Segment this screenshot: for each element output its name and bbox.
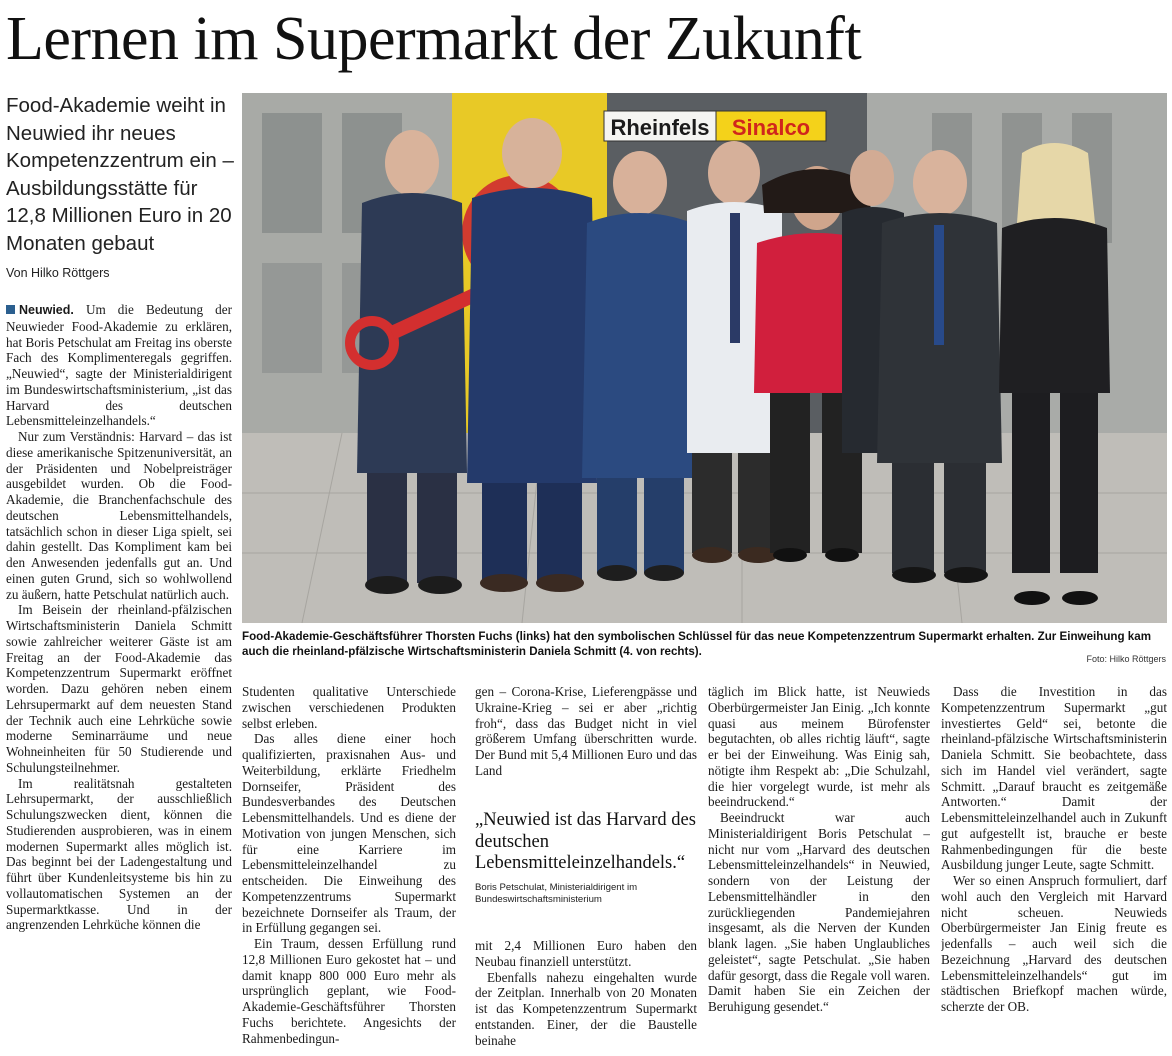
article-headline: Lernen im Supermarkt der Zukunft (6, 5, 862, 73)
article-subheadline: Food-Akademie weiht in Neuwied ihr neues Kompetenzzentrum ein – Ausbildungsstätte für 12,8 Millionen Euro in 20 Monaten gebaut (6, 94, 234, 255)
article-column-5 (941, 684, 1167, 1056)
paragraph: Dass die Investition in das Kompetenzzentrum Supermarkt „gut investiertes Geld“ sei, betonte die rheinland-pfälzische Wirtschaftsministerin Daniela Schmitt. Sie beobachtete, dass sich im Handel viel verändert, sagte Schmitt. „Darauf braucht es zeitgemäße Antworten.“ Damit der Lebensmitteleinzelhandel auch in Zukunft gut aufgestellt ist, brauche er beste Rahmenbedingungen für die beste Ausbildung junger Leute, sagte Schmitt. (941, 684, 1167, 873)
paragraph: Ein Traum, dessen Erfüllung rund 12,8 Millionen Euro gekostet hat – und damit knapp 800 000 Euro mehr als ursprünglich geplant, wie Food-Akademie-Geschäftsführer Thorsten Fuchs berichtete. Angesichts der Rahmenbedingun- (242, 936, 456, 1046)
pull-quote-source: Boris Petschulat, Ministerialdirigent im Bundeswirtschaftsministerium (475, 881, 638, 905)
paragraph: Das alles diene einer hoch qualifizierten, praxisnahen Aus- und Weiterbildung, erklärte Friedhelm Dornseifer, Präsident des Bundesverbandes des Deutschen Lebensmittelhandels. Und es diene der Motivation von jungen Menschen, sich für eine Karriere im Lebensmitteleinzelhandel zu entscheiden. Die Einweihung des Kompetenzzentrums Supermarkt bezeichnete Dornseifer als Traum, der in Erfüllung gegangen sei. (242, 731, 456, 936)
article-column-3-bottom (475, 938, 697, 1056)
paragraph: mit 2,4 Millionen Euro haben den Neubau finanziell unterstützt. (475, 938, 697, 969)
paragraph: Ebenfalls nahezu eingehalten wurde der Zeitplan. Innerhalb von 20 Monaten ist das Kompetenzzentrum Supermarkt entstanden. Einer, der die Baustelle beinahe (475, 969, 697, 1048)
dateline-marker (6, 305, 15, 314)
photo-credit: Foto: Hilko Röttgers (1086, 654, 1166, 664)
sinalco-sign-text: Sinalco (731, 115, 811, 140)
article-byline: Von Hilko Röttgers (6, 266, 110, 280)
paragraph: Im realitätsnah gestalteten Lehrsupermarkt, der ausschließlich Schulungszwecken dient, können die Studierenden ausprobieren, was in einem modernen Supermarkt alles möglich ist. Das beginnt bei der Ladengestaltung und führt über Kundenleitsysteme bis hin zu vollautomatischen Systemen an der Supermarktkasse. Und in der angrenzenden Lehrküche können die (6, 775, 232, 933)
article-column-3-top (475, 684, 697, 808)
article-column-2 (242, 684, 456, 1056)
pull-quote-text: „Neuwied ist das Harvard des deutschen Lebensmitteleinzelhandels.“ (475, 810, 696, 873)
paragraph: Im Beisein der rheinland-pfälzischen Wirtschaftsministerin Daniela Schmitt sowie zahlreicher weiterer Gäste ist am Freitag an der Food-Akademie das Kompetenzzentrum Supermarkt eröffnet worden. Dazu gehören neben einem Lehrsupermarkt auf dem neuesten Stand der Technik auch eine Lehrküche sowie moderne Seminarräume und neue Wohneinheiten für 50 Studierende und Schulungsteilnehmer. (6, 602, 232, 775)
article-photo (242, 93, 1167, 623)
paragraph: gen – Corona-Krise, Lieferengpässe und Ukraine-Krieg – sei er aber „richtig froh“, dass das Budget nicht in viel größerem Umfang überschritten wurde. Der Bund mit 5,4 Millionen Euro und das Land (475, 684, 697, 778)
photo-caption: Food-Akademie-Geschäftsführer Thorsten Fuchs (links) hat den symbolischen Schlüssel für das neue Kompetenzzentrum Supermarkt erhalten. Zur Einweihung kam auch die rheinland-pfälzische Wirtschaftsministerin Daniela Schmitt (4. von rechts). (242, 630, 1151, 658)
rheinfels-sign-text: Rheinfels (610, 115, 710, 140)
pull-quote (475, 810, 697, 906)
group-photo-illustration (242, 93, 1167, 623)
dateline: Neuwied. (19, 303, 74, 317)
paragraph (6, 302, 232, 429)
paragraph: Studenten qualitative Unterschiede zwischen verschiedenen Produkten selbst erleben. (242, 684, 456, 731)
paragraph-text: Um die Bedeutung der Neuwieder Food-Akademie zu erklären, hat Boris Petschulat am Freitag ins oberste Fach des Komplimenteregals gegriffen. „Neuwied“, sagte der Ministerialdirigent im Bundeswirtschaftsministerium, „ist das Harvard des deutschen Lebensmitteleinzelhandels.“ (6, 302, 232, 429)
paragraph: Beeindruckt war auch Ministerialdirigent Boris Petschulat – nicht nur vom „Harvard des deutschen Lebensmitteleinzelhandels“ in Neuwied, sondern von der Leistung der Lebensmittelhändler in den zurückliegenden Pandemiejahren insgesamt, als die Nerven der Kunden blank lagen. „Sie haben Unglaubliches geleistet“, sagte Petschulat. „Sie haben dafür gesorgt, dass die Regale voll waren. Damit haben Sie ein Zeichen der Beruhigung gesendet.“ (708, 810, 930, 1014)
paragraph: Wer so einen Anspruch formuliert, darf wohl auch den Vergleich mit Harvard nicht scheuen. Neuwieds Oberbürgermeister Jan Einig freute es jedenfalls – auch weil sich die Bezeichnung „Harvard des deutschen Lebensmitteleinzelhandels“ gut im städtischen Briefkopf machen würde, scherzte der OB. (941, 873, 1167, 1014)
article-column-1 (6, 302, 232, 1056)
article-column-4 (708, 684, 930, 1056)
paragraph: täglich im Blick hatte, ist Neuwieds Oberbürgermeister Jan Einig. „Ich konnte quasi aus meinem Bürofenster begutachten, ob alles richtig läuft“, sagte er bei der Einweihung. Was Einig sah, nötigte ihm Respekt ab: „Die Schulzahl, die hier vorgelegt wurde, ist mehr als beeindruckend.“ (708, 684, 930, 810)
paragraph: Nur zum Verständnis: Harvard – das ist diese amerikanische Spitzenuniversität, an der Präsidenten und Nobelpreisträger ausgebildet wurden. Ob die Food-Akademie, die Branchenfachschule des deutschen Lebensmittelhandels, tatsächlich schon in dieser Liga spielt, sei dahin gestellt. Das Kompliment kam bei den Anwesenden jedenfalls gut an. Und einen guten Grund, sich so wohlwollend zu äußern, hatte Petschulat natürlich auch. (6, 429, 232, 602)
